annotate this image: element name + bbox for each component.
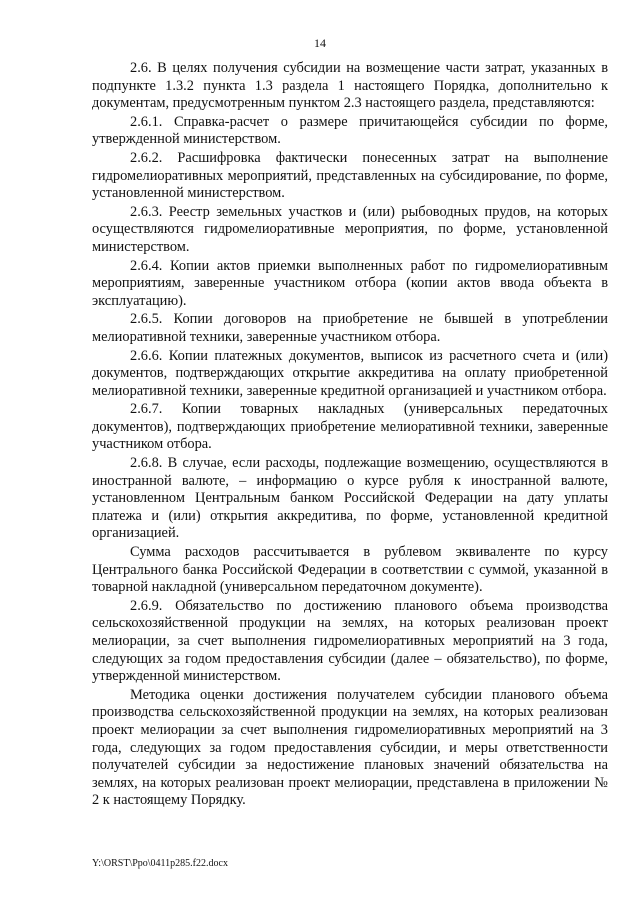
paragraph-2-6-1: 2.6.1. Справка-расчет о размере причитающейся субсидии по форме, утвержденной министерством. <box>92 113 608 148</box>
paragraph-2-6-8: 2.6.8. В случае, если расходы, подлежащие возмещению, осуществляются в иностранной валюте, – информацию о курсе рубля к иностранной валюте, установленном Центральным банком Российской Федерации на дату уплаты платежа и (или) открытия аккредитива, по форме, установленной кредитной организацией. <box>92 455 608 542</box>
paragraph-2-6-9: 2.6.9. Обязательство по достижению планового объема производства сельскохозяйственной продукции на землях, на которых реализован проект мелиорации, за счет выполнения гидромелиоративных мероприятий на 3 года, следующих за годом предоставления субсидии (далее – обязательство), по форме, утвержденной министерством. <box>92 597 608 685</box>
paragraph-2-6: 2.6. В целях получения субсидии на возмещение части затрат, указанных в подпункте 1.3.2 пункта 1.3 раздела 1 настоящего Порядка, дополнительно к документам, предусмотренным пунктом 2.3 настоящего раздела, представляются: <box>92 60 608 112</box>
document-body <box>92 60 608 810</box>
paragraph-2-6-6: 2.6.6. Копии платежных документов, выписок из расчетного счета и (или) документов, подтверждающих открытие аккредитива на оплату приобретенной мелиоративной техники, заверенные кредитной организацией и участником отбора. <box>92 347 608 399</box>
paragraph-2-6-2: 2.6.2. Расшифровка фактически понесенных затрат на выполнение гидромелиоративных мероприятий, представленных на субсидирование, по форме, установленной министерством. <box>92 149 608 202</box>
paragraph-2-6-4: 2.6.4. Копии актов приемки выполненных работ по гидромелиоративным мероприятиям, заверенные участником отбора (копии актов ввода объекта в эксплуатацию). <box>92 257 608 309</box>
paragraph-methodology: Методика оценки достижения получателем субсидии планового объема производства сельскохозяйственной продукции на землях, на которых реализован проект мелиорации за счет выполнения гидромелиоративных мероприятий на 3 года, следующих за годом предоставления субсидии, и меры ответственности получателей субсидии за недостижение плановых значений обязательства на землях, на которых реализован проект мелиорации, представлена в приложении № 2 к настоящему Порядку. <box>92 686 608 809</box>
paragraph-2-6-5: 2.6.5. Копии договоров на приобретение не бывшей в употреблении мелиоративной техники, заверенные участником отбора. <box>92 311 608 345</box>
paragraph-currency-sum: Сумма расходов рассчитывается в рублевом эквиваленте по курсу Центрального банка Российской Федерации в соответствии с суммой, указанной в товарной накладной (универсальном передаточном документе). <box>92 544 608 596</box>
paragraph-2-6-3: 2.6.3. Реестр земельных участков и (или) рыбоводных прудов, на которых осуществляются гидромелиоративные мероприятия, по форме, установленной министерством. <box>92 203 608 255</box>
paragraph-2-6-7: 2.6.7. Копии товарных накладных (универсальных передаточных документов), подтверждающих приобретение мелиоративной техники, заверенные участником отбора. <box>92 401 608 453</box>
footer-file-path: Y:\ORST\Ppo\0411p285.f22.docx <box>92 858 228 869</box>
page-number: 14 <box>314 36 326 50</box>
